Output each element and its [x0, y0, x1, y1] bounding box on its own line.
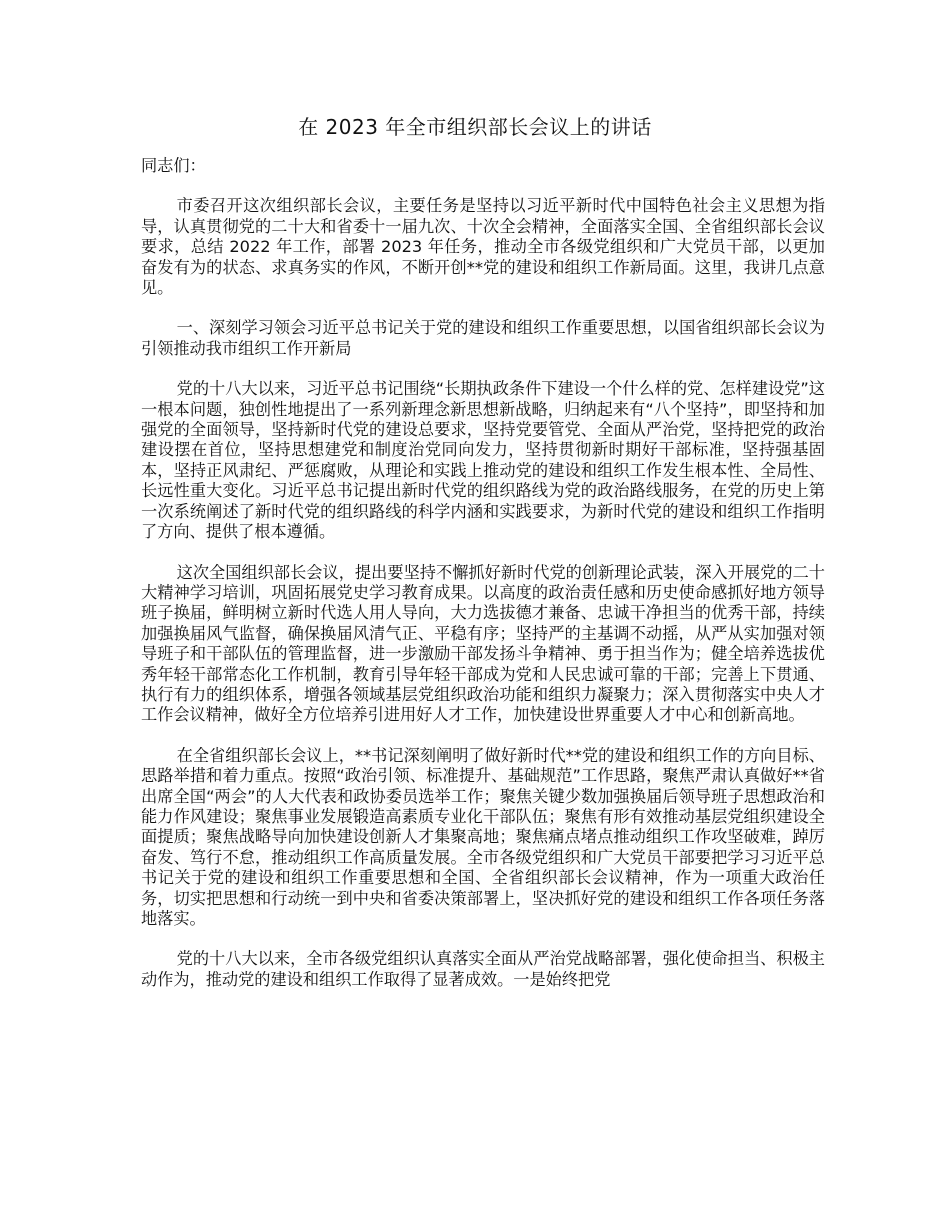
paragraph-achievements: 党的十八大以来，全市各级党组织认真落实全面从严治党战略部署，强化使命担当、积极主动作为，推动党的建设和组织工作取得了显著成效。一是始终把党 [141, 949, 825, 989]
paragraph-eight-adherences: 党的十八大以来，习近平总书记围绕“长期执政条件下建设一个什么样的党、怎样建设党”这一根本问题，独创性地提出了一系列新理念新思想新战略，归纳起来有“八个坚持”，即坚持和加强党的全面领导，坚持新时代党的建设总要求，坚持党要管党、全面从严治党，坚持把党的政治建设摆在首位，坚持思想建党和制度治党同向发力，坚持贯彻新时期好干部标准，坚持强基固本，坚持正风肃纪、严惩腐败，从理论和实践上推动党的建设和组织工作发生根本性、全局性、长远性重大变化。习近平总书记提出新时代党的组织路线为党的政治路线服务，在党的历史上第一次系统阐述了新时代党的组织路线的科学内涵和实践要求，为新时代党的建设和组织工作指明了方向、提供了根本遵循。 [141, 379, 825, 542]
salutation: 同志们： [141, 156, 206, 175]
paragraph-opening: 市委召开这次组织部长会议，主要任务是坚持以习近平新时代中国特色社会主义思想为指导，认真贯彻党的二十大和省委十一届九次、十次全会精神，全面落实全国、全省组织部长会议要求，总结 2022 年工作，部署 2023 年任务，推动全市各级党组织和广大党员干部，以更加奋发有为的状态、求真务实的作风，不断开创**党的建设和组织工作新局面。这里，我讲几点意见。 [141, 196, 825, 298]
document-title: 在 2023 年全市组织部长会议上的讲话 [298, 115, 652, 139]
document-body [141, 156, 825, 1010]
paragraph-provincial-meeting: 在全省组织部长会议上，**书记深刻阐明了做好新时代**党的建设和组织工作的方向目标、思路举措和着力重点。按照“政治引领、标准提升、基础规范”工作思路，聚焦严肃认真做好**省出席全国“两会”的人大代表和政协委员选举工作；聚焦关键少数加强换届后领导班子思想政治和能力作风建设；聚焦事业发展锻造高素质专业化干部队伍；聚焦有形有效推动基层党组织建设全面提质；聚焦战略导向加快建设创新人才集聚高地；聚焦痛点堵点推动组织工作攻坚破难，踔厉奋发、笃行不怠，推动组织工作高质量发展。全市各级党组织和广大党员干部要把学习习近平总书记关于党的建设和组织工作重要思想和全国、全省组织部长会议精神，作为一项重大政治任务，切实把思想和行动统一到中央和省委决策部署上，坚决抓好党的建设和组织工作各项任务落地落实。 [141, 745, 825, 928]
paragraph-national-meeting: 这次全国组织部长会议，提出要坚持不懈抓好新时代党的创新理论武装，深入开展党的二十大精神学习培训，巩固拓展党史学习教育成果。以高度的政治责任感和历史使命感抓好地方领导班子换届，鲜明树立新时代选人用人导向，大力选拔德才兼备、忠诚干净担当的优秀干部，持续加强换届风气监督，确保换届风清气正、平稳有序；坚持严的主基调不动摇，从严从实加强对领导班子和干部队伍的管理监督，进一步激励干部发扬斗争精神、勇于担当作为；健全培养选拔优秀年轻干部常态化工作机制，教育引导年轻干部成为党和人民忠诚可靠的干部；完善上下贯通、执行有力的组织体系，增强各领域基层党组织政治功能和组织力凝聚力；深入贯彻落实中央人才工作会议精神，做好全方位培养引进用好人才工作，加快建设世界重要人才中心和创新高地。 [141, 562, 825, 725]
section-heading-one: 一、深刻学习领会习近平总书记关于党的建设和组织工作重要思想，以国省组织部长会议为引领推动我市组织工作开新局 [141, 318, 825, 358]
